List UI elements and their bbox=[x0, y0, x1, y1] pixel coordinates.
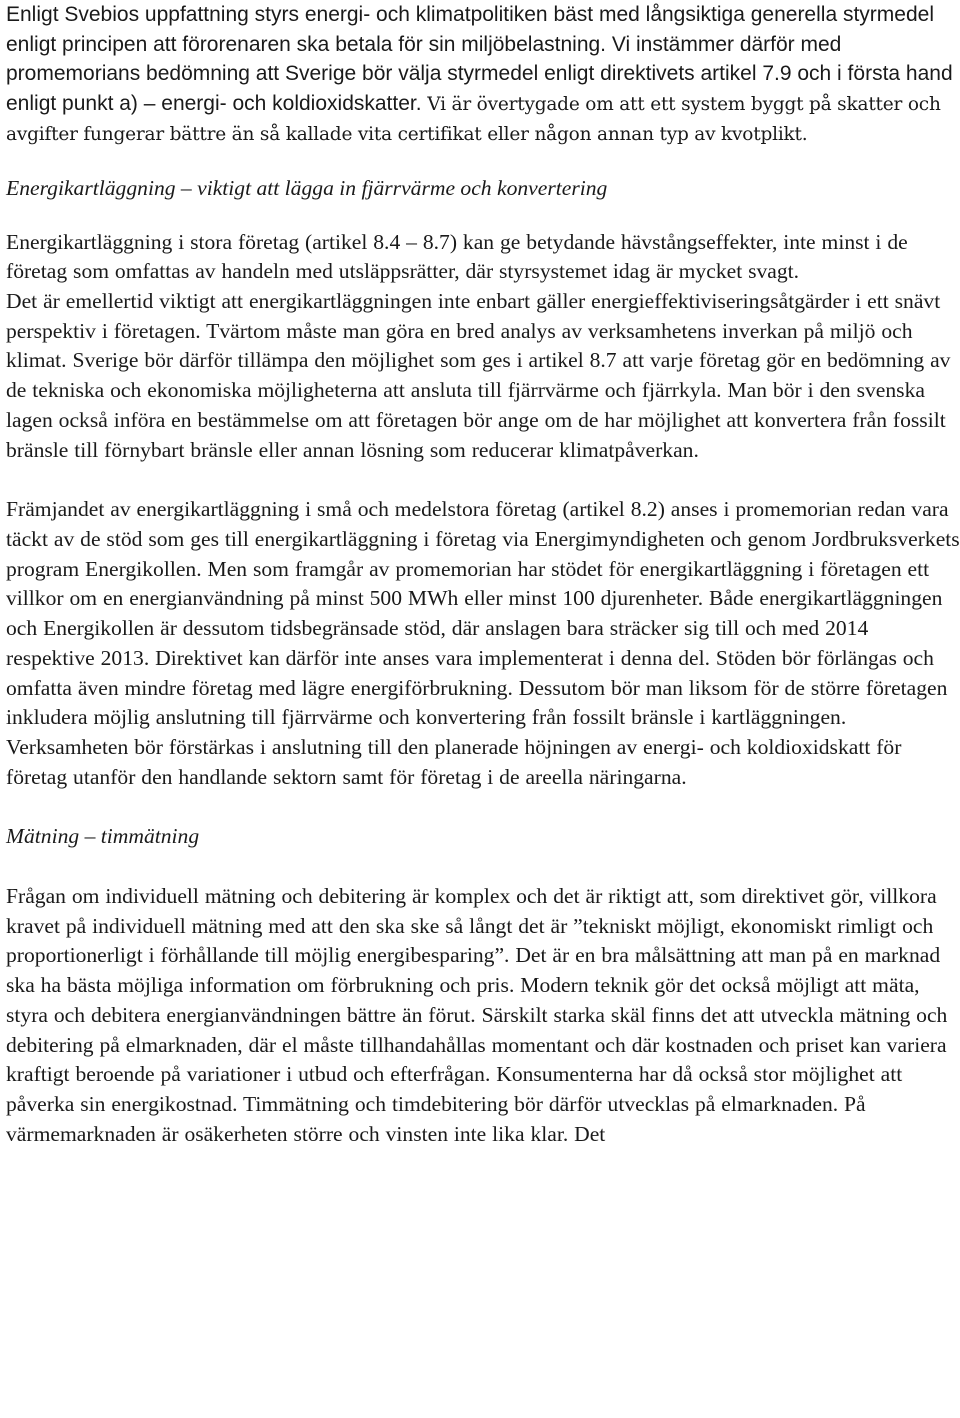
paragraph-sma-medelstora: Främjandet av energikartläggning i små och medelstora företag (artikel 8.2) anses i promemorian redan vara täckt av de stöd som ges till energikartläggning i företag via Energimyndigheten och genom Jordbruksverkets program Energikollen. Men som framgår av promemorian har stödet för energikartläggning i företagen ett villkor om en energianvändning på minst 500 MWh eller minst 100 djurenheter. Både energikartläggningen och Energikollen är dessutom tidsbegränsade stöd, där anslagen bara sträcker sig till och med 2014 respektive 2013. Direktivet kan därför inte anses vara implementerat i denna del. Stöden bör förlängas och omfatta även mindre företag med lägre energiförbrukning. Dessutom bör man liksom för de större företagen inkludera möjlig anslutning till fjärrvärme och konvertering från fossilt bränsle i kartläggningen. Verksamheten bör förstärkas i anslutning till den planerade höjningen av energi- och koldioxidskatt för företag utanför den handlande sektorn samt för företag i de areella näringarna. bbox=[6, 497, 960, 789]
section-heading-matning: Mätning – timmätning bbox=[6, 824, 200, 849]
section-heading-energikartlaggning: Energikartläggning – viktigt att lägga in fjärrvärme och konvertering bbox=[6, 175, 608, 200]
intro-sans-text: Enligt Svebios uppfattning styrs energi- och klimatpolitiken bäst med långsiktiga generella styrmedel enligt principen att förorenaren ska betala för sin miljöbelastning. Vi instämmer därför med promemorians bedömning att Sverige bör välja styrmedel enligt direktivets artikel 7.9 och i första hand enligt punkt a) – energi- och koldioxidskatter. bbox=[6, 3, 953, 115]
paragraph-individuell-matning: Frågan om individuell mätning och debitering är komplex och det är riktigt att, som direktivet gör, villkora kravet på individuell mätning med att den ska ske så långt det är ”tekniskt möjligt, ekonomiskt rimligt och proportionerligt i förhållande till möjlig energibesparing”. Det är en bra målsättning att man på en marknad ska ha bästa möjliga information om förbrukning och pris. Modern teknik gör det också möjligt att mäta, styra och debitera energianvändningen bättre än förut. Särskilt starka skäl finns det att utveckla mätning och debitering på elmarknaden, där el måste tillhandahållas momentant och där kostnaden och priset kan variera kraftigt beroende på variationer i utbud och efterfrågan. Konsumenterna har då också stor möjlighet att påverka sin energikostnad. Timmätning och timdebitering bör därför utvecklas på elmarknaden. På värmemarknaden är osäkerheten större och vinsten inte lika klar. Det bbox=[6, 884, 948, 1146]
paragraph-emellertid: Det är emellertid viktigt att energikartläggningen inte enbart gäller energieffektiviseringsåtgärder i ett snävt perspektiv i företagen. Tvärtom måste man göra en bred analys av verksamhetens inverkan på miljö och klimat. Sverige bör därför tillämpa den möjlighet som ges i artikel 8.7 att varje företag gör en bedömning av de tekniska och ekonomiska möjligheterna att ansluta till fjärrvärme och fjärrkyla. Man bör i den svenska lagen också införa en bestämmelse om att företagen bör ange om de har möjlighet att konvertera från fossilt bränsle till förnybart bränsle eller annan lösning som reducerar klimatpåverkan. bbox=[6, 289, 951, 462]
document-page bbox=[6, 0, 960, 1149]
intro-serif-text: Vi är övertygade om att ett system byggt på skatter och avgifter fungerar bättre än så kallade vita certifikat eller någon annan typ av kvotplikt. bbox=[6, 93, 941, 146]
intro-paragraph bbox=[6, 0, 960, 150]
paragraph-stora-foretag: Energikartläggning i stora företag (artikel 8.4 – 8.7) kan ge betydande hävstångseffekter, inte minst i de företag som omfattas av handeln med utsläppsrätter, där styrsystemet idag är mycket svagt. bbox=[6, 229, 908, 284]
